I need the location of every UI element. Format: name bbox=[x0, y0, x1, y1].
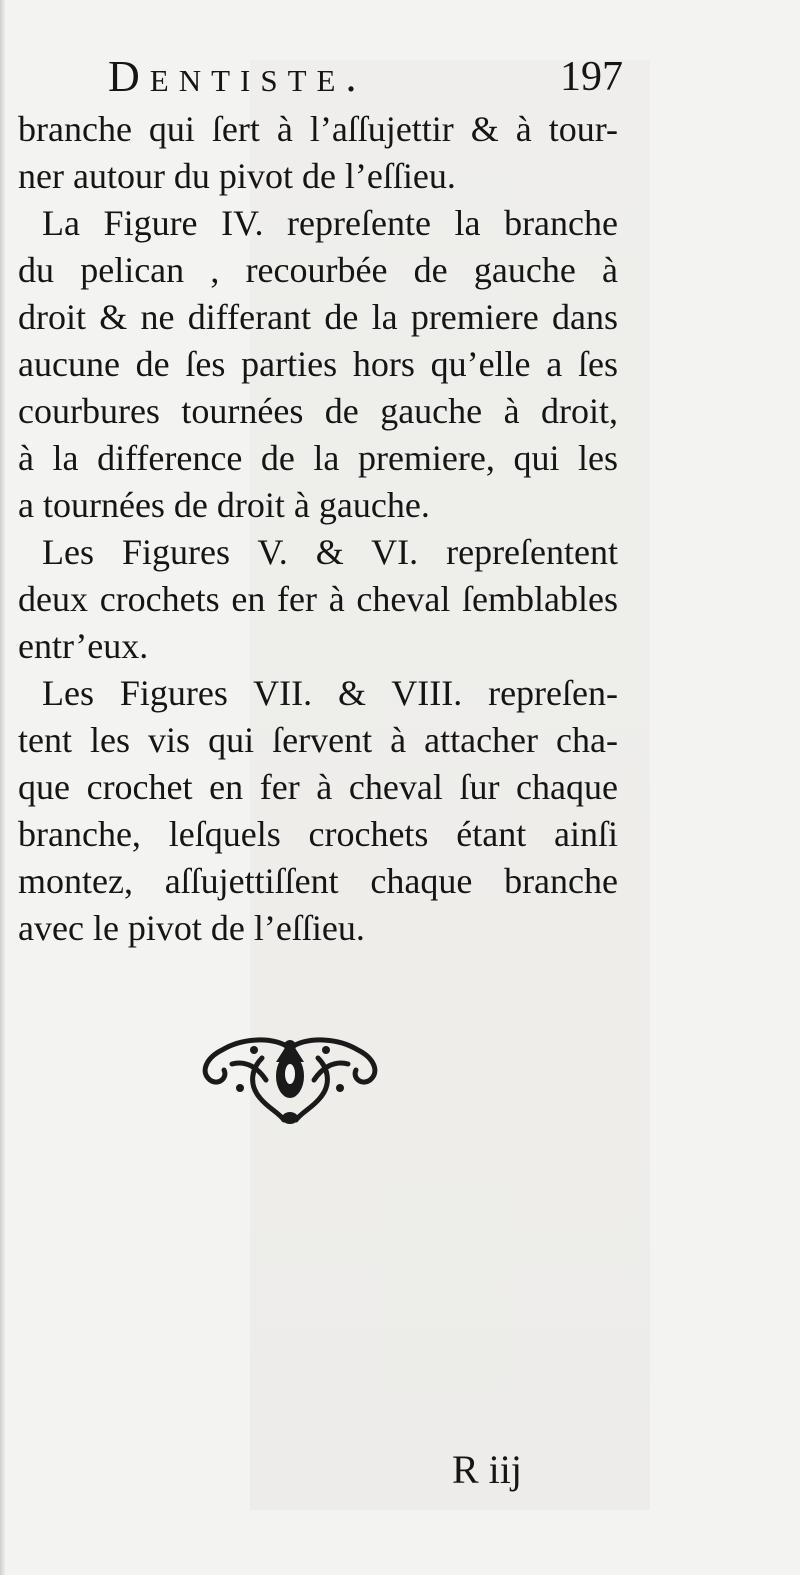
text-line: droit & ne differant de la premiere dans bbox=[18, 297, 618, 337]
running-head bbox=[108, 52, 623, 102]
text-line: courbures tournées de gauche à droit, bbox=[18, 391, 618, 431]
fleuron-ornament-icon bbox=[192, 1028, 388, 1128]
text-line: La Figure IV. repreſente la branche bbox=[42, 203, 618, 243]
text-line: a tournées de droit à gauche. bbox=[18, 485, 430, 525]
text-line: deux crochets en fer à cheval ſemblables bbox=[18, 579, 618, 619]
text-line: branche, leſquels crochets étant ainſi bbox=[18, 814, 618, 854]
text-line: ner autour du pivot de l’eſſieu. bbox=[18, 156, 456, 196]
text-line: que crochet en fer à cheval ſur chaque bbox=[18, 767, 618, 807]
text-line: avec le pivot de l’eſſieu. bbox=[18, 908, 365, 948]
text-line: montez, aſſujettiſſent chaque branche bbox=[18, 861, 618, 901]
text-line: Les Figures V. & VI. repreſentent bbox=[42, 532, 618, 572]
text-line: à la difference de la premiere, qui les bbox=[18, 438, 618, 478]
page-edge-shadow bbox=[0, 0, 6, 1575]
signature-mark: R iij bbox=[452, 1447, 523, 1492]
body-text bbox=[18, 106, 618, 952]
running-head-title: Dentiste. bbox=[108, 52, 367, 101]
text-line: entr’eux. bbox=[18, 626, 149, 666]
text-line: branche qui ſert à l’aſſujettir & à tour- bbox=[18, 109, 618, 149]
text-line: du pelican , recourbée de gauche à bbox=[18, 250, 618, 290]
text-line: tent les vis qui ſervent à attacher cha- bbox=[18, 720, 618, 760]
text-line: aucune de ſes parties hors qu’elle a ſes bbox=[18, 344, 618, 384]
page-number: 197 bbox=[560, 54, 623, 100]
text-line: Les Figures VII. & VIII. repreſen- bbox=[42, 673, 618, 713]
